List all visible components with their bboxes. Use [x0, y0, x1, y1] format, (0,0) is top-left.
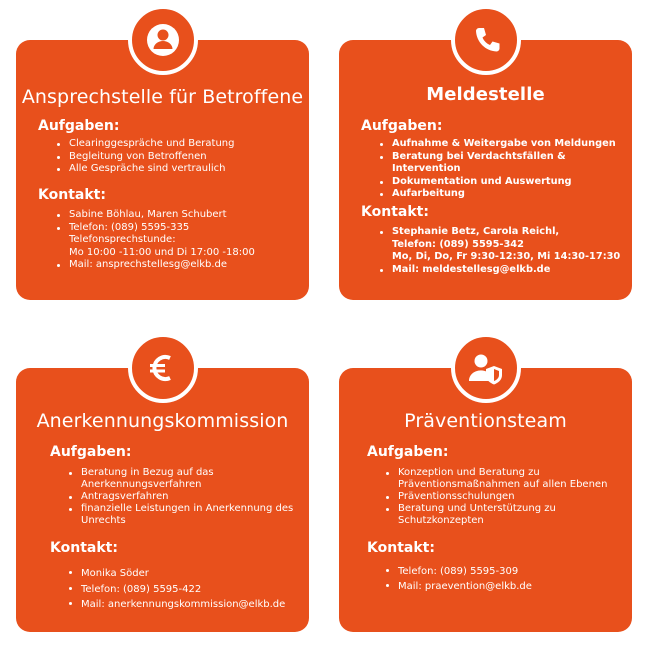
contact-heading: Kontakt: — [50, 540, 118, 556]
phone-icon — [451, 5, 521, 75]
list-item: Beratung bei Verdachtsfällen & Intervention — [379, 151, 632, 176]
tasks-heading: Aufgaben: — [38, 118, 120, 134]
tasks-list — [379, 138, 632, 201]
euro-icon — [128, 333, 198, 403]
list-item: Konzeption und Beratung zu Präventionsmaßnahmen auf allen Ebenen — [385, 467, 607, 491]
list-item[interactable]: Mail: meldestellesg@elkb.de — [379, 264, 620, 277]
contact-list — [56, 209, 255, 272]
person-icon — [128, 5, 198, 75]
tasks-list — [56, 138, 234, 176]
contact-heading: Kontakt: — [38, 187, 106, 203]
list-item[interactable]: Mail: anerkennungskommission@elkb.de — [68, 597, 285, 613]
card-praeventionsteam — [339, 368, 632, 632]
card-anerkennungskommission — [16, 368, 309, 632]
list-item: Aufarbeitung — [379, 188, 632, 201]
list-item: Präventionsschulungen — [385, 491, 607, 503]
list-item: Aufnahme & Weitergabe von Meldungen — [379, 138, 632, 151]
contact-heading: Kontakt: — [361, 204, 429, 220]
list-item: Telefon: (089) 5595-309 — [385, 564, 532, 579]
list-item[interactable]: Mail: ansprechstellesg@elkb.de — [56, 259, 255, 272]
tasks-heading: Aufgaben: — [361, 118, 443, 134]
person-shield-icon — [451, 333, 521, 403]
tasks-heading: Aufgaben: — [367, 444, 449, 460]
card-meldestelle — [339, 40, 632, 300]
tasks-list — [385, 467, 607, 527]
list-item[interactable]: Mail: praevention@elkb.de — [385, 579, 532, 594]
tasks-list — [68, 467, 293, 527]
list-item: Monika Söder — [68, 566, 285, 582]
list-item: Alle Gespräche sind vertraulich — [56, 163, 234, 176]
list-item: Begleitung von Betroffenen — [56, 151, 234, 164]
contact-list — [379, 226, 620, 276]
list-item: Telefon: (089) 5595-422 — [68, 582, 285, 598]
tasks-heading: Aufgaben: — [50, 444, 132, 460]
list-item: Clearinggespräche und Beratung — [56, 138, 234, 151]
list-item: finanzielle Leistungen in Anerkennung des Unrechts — [68, 503, 293, 527]
card-title: Präventionsteam — [404, 410, 567, 432]
list-item: Stephanie Betz, Carola Reichl, Telefon: (089) 5595-342 Mo, Di, Do, Fr 9:30-12:30, Mi 14:30-17:30 — [379, 226, 620, 264]
card-title: Meldestelle — [426, 84, 545, 105]
card-ansprechstelle — [16, 40, 309, 300]
list-item: Antragsverfahren — [68, 491, 293, 503]
contact-heading: Kontakt: — [367, 540, 435, 556]
list-item: Sabine Böhlau, Maren Schubert — [56, 209, 255, 222]
list-item: Telefon: (089) 5595-335 Telefonsprechstunde: Mo 10:00 -11:00 und Di 17:00 -18:00 — [56, 222, 255, 260]
list-item: Beratung und Unterstützung zu Schutzkonzepten — [385, 503, 607, 527]
card-title: Ansprechstelle für Betroffene — [21, 86, 304, 108]
list-item: Beratung in Bezug auf das Anerkennungsverfahren — [68, 467, 293, 491]
contact-list — [68, 566, 285, 613]
card-title: Anerkennungskommission — [36, 410, 289, 432]
list-item: Dokumentation und Auswertung — [379, 176, 632, 189]
contact-list — [385, 564, 532, 594]
